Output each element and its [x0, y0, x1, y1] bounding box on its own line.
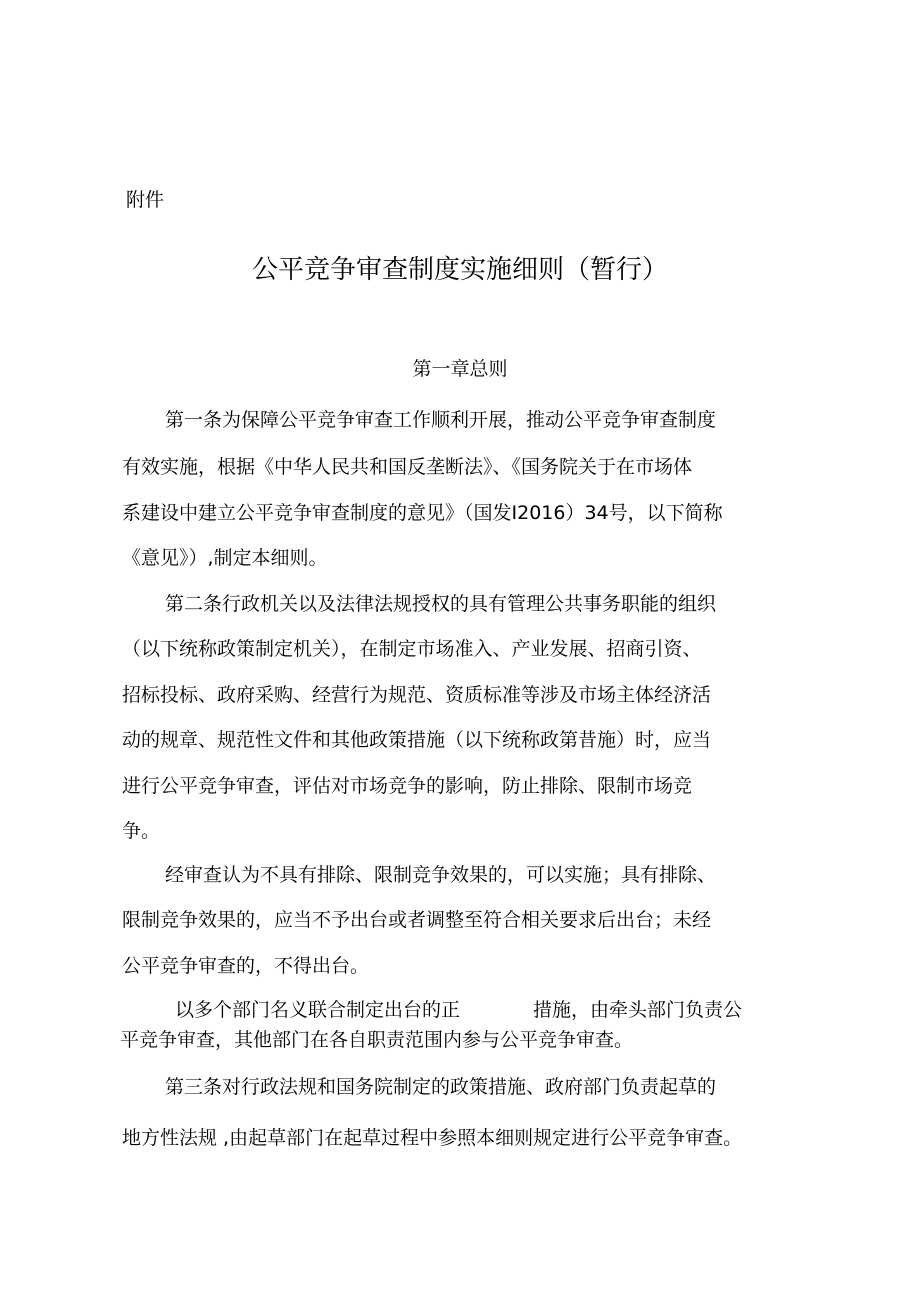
paragraph-line: 《意见》）,制定本细则。 — [122, 547, 328, 569]
paragraph-line: 第三条对行政法规和国务院制定的政策措施、政府部门负责起草的 — [165, 1076, 717, 1098]
paragraph-line: 招标投标、政府采购、经营行为规范、资质标准等涉及市场主体经济活 — [122, 684, 712, 706]
paragraph-line: （以下统称政策制定机关），在制定市场准入、产业发展、招商引资、 — [122, 638, 702, 660]
paragraph-line: 限制竞争效果的，应当不予出台或者调整至符合相关要求后出台；未经 — [122, 909, 712, 931]
paragraph-line: 动的规章、规范性文件和其他政策措施（以下统称政第昔施）时，应当 — [122, 729, 712, 751]
paragraph-line: 措施，由牵头部门负责公 — [533, 999, 743, 1021]
paragraph-line: 系建设中建立公平竞争审查制度的意见》（国发I2016）34号，以下简称 — [122, 502, 723, 524]
paragraph-line: 平竞争审查，其他部门在各自职责范围内参与公平竞争审查。 — [120, 1029, 634, 1051]
paragraph-line: 有效实施，根据《中华人民共和国反垄断法》、《国务院关于在市场体 — [122, 456, 693, 478]
paragraph-line: 经审查认为不具有排除、限制竞争效果的，可以实施；具有排除、 — [165, 864, 717, 886]
attachment-label: 附件 — [126, 189, 165, 211]
paragraph-line: 争。 — [122, 820, 161, 842]
paragraph-line: 地方性法规 ,由起草部门在起草过程中参照本细则规定进行公平竞争审查。 — [122, 1127, 743, 1149]
paragraph-line: 公平竞争审查的，不得出台。 — [122, 955, 370, 977]
paragraph-line: 第一条为保障公平竞争审查工作顺利开展，推动公平竞争审查制度 — [165, 409, 717, 431]
paragraph-line: 进行公平竞争审查，评估对市场竞争的影响，防止排除、限制市场竞 — [122, 775, 693, 797]
chapter-title: 第一章总则 — [412, 358, 508, 380]
document-title: 公平竞争审查制度实施细则（暂行） — [251, 255, 668, 285]
paragraph-line: 第二条行政机关以及法律法规授权的具有管理公共事务职能的组织 — [165, 593, 717, 615]
paragraph-line: 以多个部门名义联合制定出台的正 — [175, 999, 461, 1021]
